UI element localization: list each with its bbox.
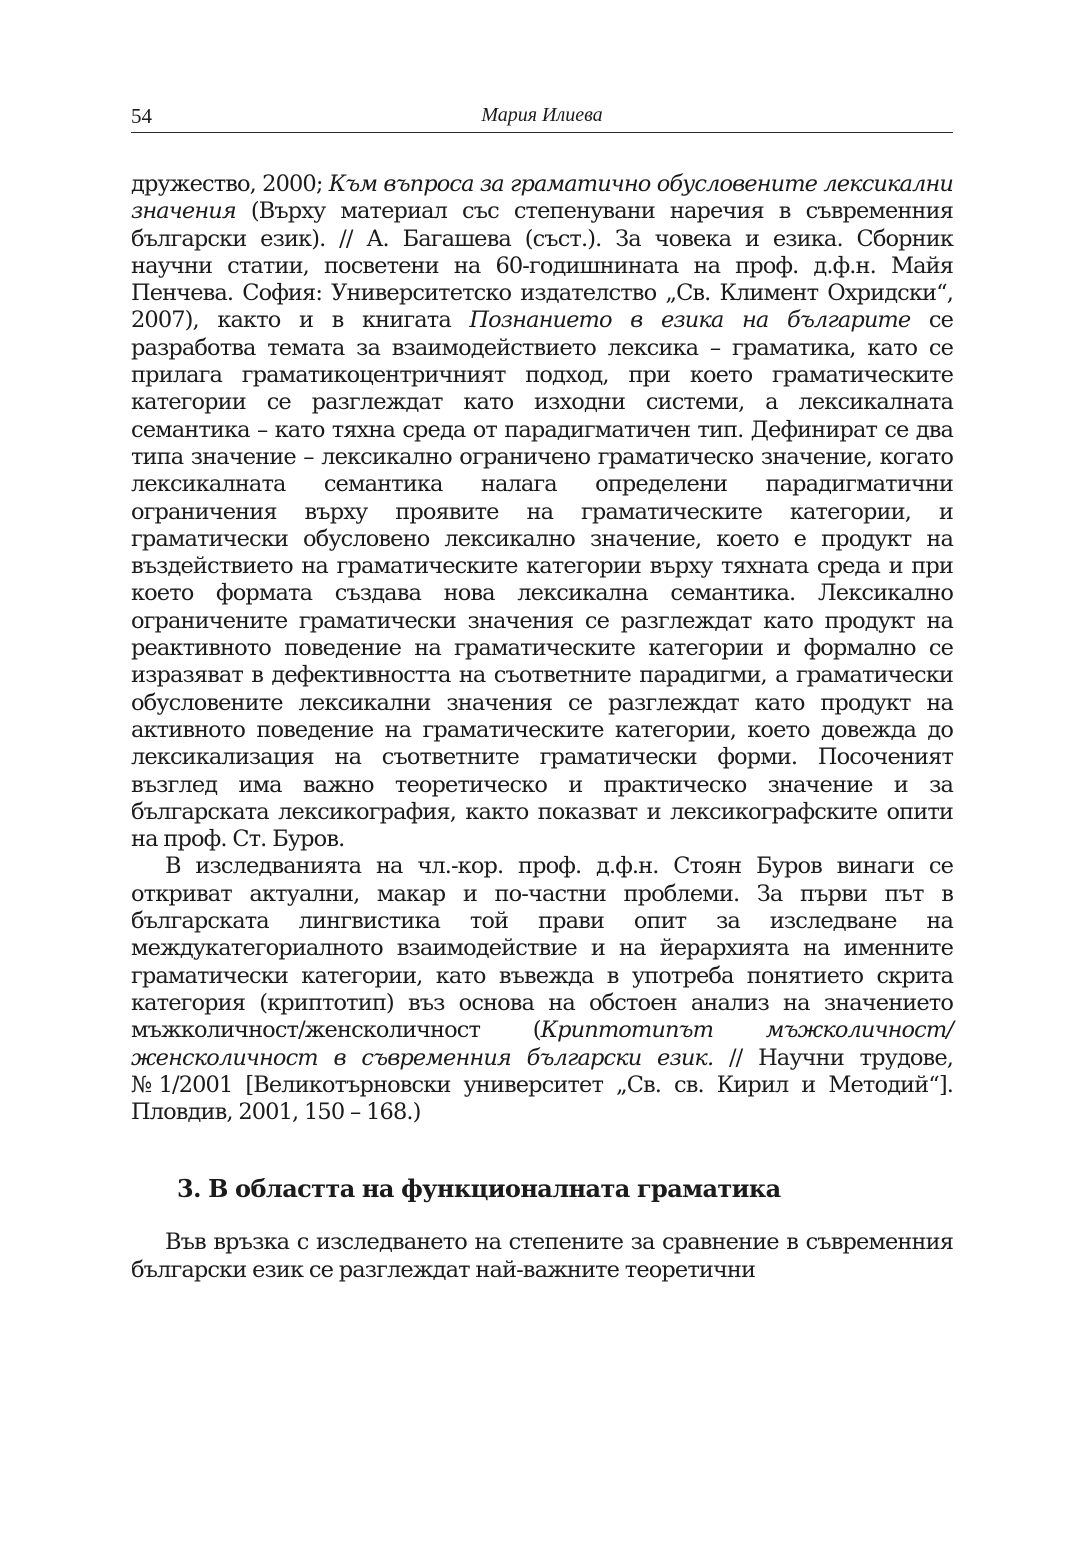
- paragraph-3: Във връзка с изследването на степените за сравнение в съвременния български език се разглеждат най-важните теоретични: [131, 1229, 953, 1283]
- running-title-author: Мария Илиева: [481, 104, 603, 126]
- paragraph-1: [131, 171, 953, 853]
- paragraph-1-text-b: (Върху материал със степенувани наречия в съвременния български език). // А. Багашева (съст.). За човека и езика. Сборник научни статии, посветени на 60-годишнината на проф. д.ф.н. Майя Пенчева. София: Университетско издателство „Св. Климент Охридски“, 2007), както и в книгата: [131, 198, 953, 334]
- main-text: [131, 171, 953, 1284]
- running-header: [131, 100, 953, 133]
- paragraph-2-text-a: В изследванията на чл.-кор. проф. д.ф.н. Стоян Буров винаги се откриват актуални, макар и по-частни проблеми. За първи път в българската лингвистика той прави опит за изследване на междукатегориалното взаимодействие и на йерархията на именните граматически категории, като въвежда в употреба понятието скрита категория (криптотип) въз основа на обстоен анализ на значението мъжколичност/женсколичност (: [131, 853, 953, 1044]
- paragraph-1-italic-title-b: Познанието в езика на българите: [469, 307, 911, 334]
- paragraph-2-italic-title: Криптотипът мъжколичност/женсколичност в съвременния български език.: [131, 1017, 953, 1071]
- paragraph-1-italic-title-a: Към въпроса за граматично обусловените лексикални значения: [131, 171, 953, 225]
- paragraph-1-text-a: дружество, 2000;: [131, 171, 329, 197]
- paragraph-2-text-b: // Научни трудове, №1/2001 [Великотърновски университет „Св. св. Кирил и Методий“]. Пловдив, 2001, 150 – 168.): [131, 1044, 953, 1126]
- paragraph-1-text-c: се разработва темата за взаимодействието лексика – граматика, като се прилага граматикоцентричният подход, при което граматическите категории се разглеждат като изходни системи, а лексикалната семантика – като тяхна среда от парадигматичен тип. Дефинират се два типа значение – лексикално ограничено граматическо значение, когато лексикалната семантика налага определени парадигматични ограничения върху проявите на граматическите категории, и граматически обусловено лексикално значение, което е продукт на въздействието на граматическите категории върху тяхната среда и при което формата създава нова лексикална семантика. Лексикално ограничените граматически значения се разглеждат като продукт на реактивното поведение на граматическите категории и формално се изразяват в дефективността на съответните парадигми, а граматически обусловените лексикални значения се разглеждат като продукт на активното поведение на граматическите категории, което довежда до лексикализация на съответните граматически форми. Посоченият възглед има важно теоретическо и практическо значение и за българската лексикография, както показват и лексикографските опити на проф. Ст. Буров.: [131, 307, 953, 853]
- paragraph-2: [131, 853, 953, 1126]
- section-heading: 3. В областта на функционалната граматика: [177, 1174, 781, 1204]
- page-number: 54: [131, 104, 152, 128]
